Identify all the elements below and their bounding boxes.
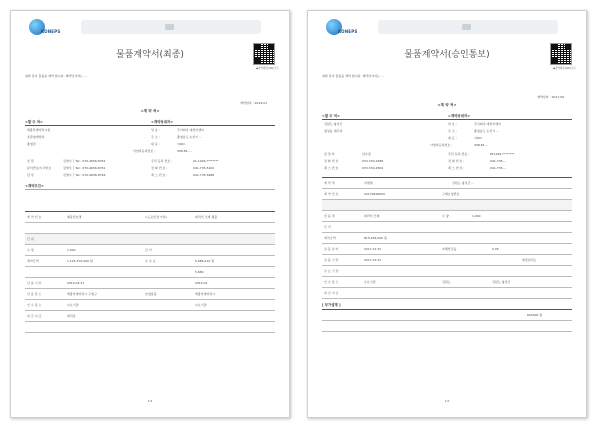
cell: 1,000 [472,214,481,218]
seller-value: 주식회사 대한이앤씨 [474,122,502,126]
buyer-header: <발 주 처> [322,114,340,118]
row-label: 납 품 일 자 [324,247,339,251]
notes-header: [ 부가설명 ] [322,303,341,307]
contract-date: 계약일자 : 2019.01 [240,101,267,105]
contact-value-2: 041-735-... [490,159,507,163]
row-label: 납 품 기 한 [27,281,42,285]
section-title: <계 약 처> [140,109,160,113]
party-row [25,148,275,154]
party-row [25,134,275,140]
divider [322,119,572,120]
contact-value: 김영수 │ Tel : 070-4656-8761 [63,166,106,170]
cell: 2017.12.31 [364,247,382,251]
cell: 강원도 횡성군 [492,280,511,284]
contact-row [25,158,275,164]
table-row [25,311,275,322]
header-banner [81,20,261,34]
table-row [322,222,572,233]
party-row [322,142,572,148]
seller-value: 이OO [177,142,185,146]
logo-text: KONEPS [41,29,61,34]
contact-value-2: 041-735-... [490,166,507,170]
seller-label: 주 소 : [448,129,457,133]
contact-value: 김영수 │ Tel : 070-4656-8761 [63,159,106,163]
table-row [322,266,572,277]
party-row [322,128,572,134]
contact-row [25,172,275,178]
cell: 구매요청번호 [442,192,460,196]
contact-row [322,151,572,157]
cell: 강원도 횡성군 ... [452,181,475,185]
cell: 제품번호명 [67,215,82,219]
row-label: 대 금 지 급 [27,314,42,318]
contact-label: 담 당 [27,173,34,177]
qr-code-icon [253,43,275,65]
seller-label: 상 호 : [448,122,457,126]
row-label: 인 수 장 소 [324,280,339,284]
banner-icon [165,24,174,30]
table-row [25,322,275,333]
party-row [322,135,572,141]
contract-table [25,211,275,333]
contact-label-2: 전 화 번 호 : [448,159,465,163]
table-row [322,233,572,244]
table-row [25,256,275,267]
table-row [25,234,275,245]
koneps-logo [29,19,69,41]
document-title: 물품계약서(승인통보) [404,50,490,60]
seller-label: 대 표 : [151,142,160,146]
cell: 20170626000 [364,192,385,196]
qr-caption: ◆관리확인(QR)코드 [256,67,279,70]
document-title: 물품계약서(최종) [116,50,184,60]
qr-caption: ◆관리확인(QR)코드 [553,67,576,70]
row-label: 단 위 [27,237,34,241]
row-label: 수 량 [27,248,34,252]
cell: 자재명 [364,181,373,185]
seller-label: 대 표 : [448,136,457,140]
cell: <도로안전시설> [145,215,168,219]
table-row [322,288,572,299]
table-row [322,310,572,321]
header-banner [378,20,558,34]
cell: 5,680 [195,270,204,274]
party-row [322,121,572,127]
seller-header: <계약상대자> [448,114,471,118]
contact-label-2: 팩 스 번 호 : [448,166,465,170]
seller-header: <계약상대자> [151,120,174,124]
cell: 현장설치도 [522,258,537,262]
table-row [322,200,572,211]
contact-value: 김영수 │ Tel : 070-4656-8764 [63,173,106,177]
row-label: 물 품 명 [324,214,335,218]
seller-value: 308-81-... [177,149,192,153]
row-label: 인 수 장 소 [27,303,42,307]
row-label: 계 약 번 호 [324,192,339,196]
cell: 2019.01 [195,281,208,285]
contact-label-2: 주민 등록 번호 : [151,159,173,163]
contact-value: 남수정 [362,152,371,156]
row-label: 납 품 장 소 [27,292,42,296]
table-row [25,289,275,300]
logo-text: KONEPS [338,29,358,34]
seller-label: 주 소 : [151,135,160,139]
contact-row [25,165,275,171]
table-row [25,267,275,278]
cell: 2017.12.31 [364,258,382,262]
buyer-label: 세종특별자치시청 [27,128,51,132]
cell: 대리석 모래 [364,214,380,218]
row-label: 수 요 기 관 [324,269,339,273]
row-label: 계 약 명 [324,181,335,185]
cell: 대리석 모래 샘플 [195,215,218,219]
table-row [25,278,275,289]
cell: 지체상금율 [442,247,457,251]
cell: 605000 원 [527,313,543,317]
table-row [25,245,275,256]
seller-label: 상 호 : [151,128,160,132]
row-label: 계약금액 [324,236,336,240]
contact-value: 033-330-2500 [362,166,384,170]
contact-label: 전 화 번 호 [324,159,339,163]
contact-value-2: 041-735-5100 [193,166,215,170]
seller-value: 308-81-... [474,143,489,147]
banner-icon [462,24,471,30]
table-row [25,300,275,311]
party-row [25,127,275,133]
divider [25,189,275,190]
contact-row [322,165,572,171]
intro-text [322,74,572,88]
seller-label: 사업자등록번호 : [133,149,156,153]
seller-value: 이OO [474,136,482,140]
table-row [322,255,572,266]
contact-label-2: 주민 등록 번호 : [448,152,470,156]
contract-table [322,177,572,310]
cell: 수요기관 [195,303,207,307]
row-label: 납 품 기 한 [324,258,339,262]
contact-label-2: 팩 스 번 호 : [151,173,168,177]
table-row [322,189,572,200]
buyer-header: <발 주 처> [25,120,43,124]
contact-label: 분석번호/시크번호 [27,166,52,170]
contact-label: 조 달 [27,159,34,163]
section-title: <계 약 처> [437,103,457,107]
page-number: 1/4 [147,399,153,403]
cell: 강원도 [442,280,451,284]
cell: 세종특별자치시 구청구 [67,292,97,296]
buyer-label: 횡성읍 재무과 [324,129,343,133]
cell: 5,686,210 원 [195,259,215,263]
seller-value: 충청남도 논산시 ... [177,135,203,139]
table-row [322,244,572,255]
cell: 2019.03.31 [67,281,85,285]
contact-value-2: 811029-******** [490,152,515,156]
intro-line [322,83,572,88]
row-label: 대 금 지 급 [324,291,339,295]
cell: 수 량 [442,214,449,218]
divider [25,125,275,126]
contact-label-2: 전 화 번 호 : [151,166,168,170]
notes-table [322,309,572,332]
contract-date: 계약일자 : 2017.09 [537,95,564,99]
cell: 본청납품 [145,292,157,296]
seller-value: 주식회사 대한이앤씨 [177,128,205,132]
page-number: 1/2 [444,399,450,403]
seller-value: 충청남도 논산시 ... [474,129,500,133]
cell: 0.05 [492,247,499,251]
contact-label: 담 당 자 [324,152,335,156]
contact-value-2: 041-735-5988 [193,173,215,177]
intro-line: 위와 같이 물품을 계약 합니다. 계약당사자는 ... [25,74,87,78]
cell: 수 수 료 [145,259,156,263]
row-label: 단 가 [324,225,331,229]
cell: 1,125,370,000 원 [67,259,93,263]
contact-label: 팩 스 번 호 [324,166,339,170]
cell: 대리급 [67,314,76,318]
contact-value: 033-330-2286 [362,159,384,163]
cell: 단 가 [145,248,152,252]
koneps-logo [326,19,366,41]
table-row [322,321,572,332]
table-row [322,277,572,288]
contract-page-approval [307,10,587,418]
party-row [25,141,275,147]
row-label: 계 약 번 호 [27,215,42,219]
cell: 815,265,000 원 [364,236,387,240]
table-row [25,212,275,223]
intro-line: 위와 같이 물품을 계약 합니다. 계약당사자는 ... [322,74,384,78]
cell: 1,000 [67,248,76,252]
contract-page-final [10,10,290,418]
qr-code-icon [550,43,572,65]
scope-line [25,199,275,205]
intro-line [25,88,275,93]
table-row [322,178,572,189]
buyer-label: 강원도 횡성군 [324,122,343,126]
intro-text [25,74,275,92]
buyer-label: 조달청계약과 [27,135,45,139]
cell: 수요기관 [67,303,79,307]
table-row [322,211,572,222]
row-label: 계약금액 [27,259,39,263]
cell: 수요기관 [364,280,376,284]
buyer-label: 충청권 [27,142,36,146]
cell: 세종특별자치시 [195,292,216,296]
table-row [25,223,275,234]
seller-label: 사업자등록번호 : [430,143,453,147]
scope-header: <계약조건> [25,184,44,188]
contact-value-2: 01-1000-******** [193,159,219,163]
contact-row [322,158,572,164]
